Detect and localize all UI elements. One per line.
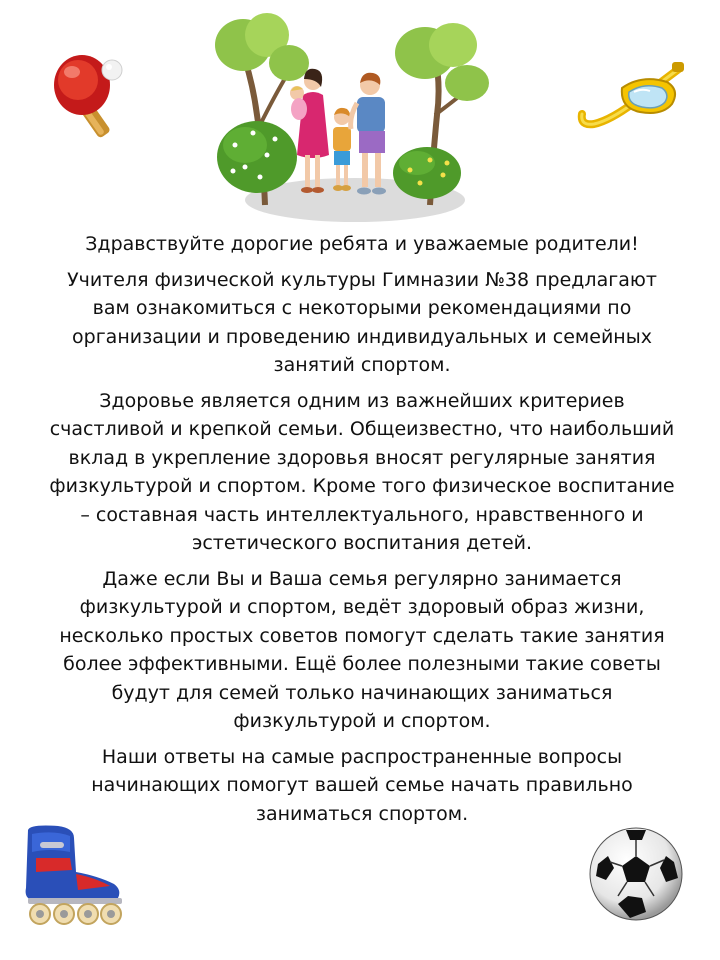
greeting: Здравствуйте дорогие ребята и уважаемые родители!: [85, 233, 639, 255]
soccer-ball-icon: [588, 826, 684, 922]
family-trees-illustration: [205, 5, 495, 225]
snorkel-mask-icon: [572, 60, 687, 140]
letter-body: [48, 230, 676, 835]
ping-pong-paddle-icon: [50, 50, 130, 145]
paragraph: Наши ответы на самые распространенные вопросы начинающих помогут вашей семье начать правильно заниматься спортом.: [91, 745, 633, 825]
paragraph: Даже если Вы и Ваша семья регулярно занимается физкультурой и спортом, ведёт здоровый образ жизни, несколько простых советов помогут сделать такие занятия более эффективными. Ещё более полезными такие советы будут для семей только начинающих заниматься физкультурой и спортом.: [59, 567, 665, 732]
paragraph: Здоровье является одним из важнейших критериев счастливой и крепкой семьи. Общеизвестно, что наибольший вклад в укрепление здоровья вносят регулярные занятия физкультурой и спортом. Кроме того физическое воспитание – составная часть интеллектуального, нравственного и эстетического воспитания детей.: [49, 389, 675, 554]
paragraph: Учителя физической культуры Гимназии №38 предлагают вам ознакомиться с некоторыми рекомендациями по организации и проведению индивидуальных и семейных занятий спортом.: [67, 268, 657, 376]
roller-skate-icon: [18, 822, 126, 926]
